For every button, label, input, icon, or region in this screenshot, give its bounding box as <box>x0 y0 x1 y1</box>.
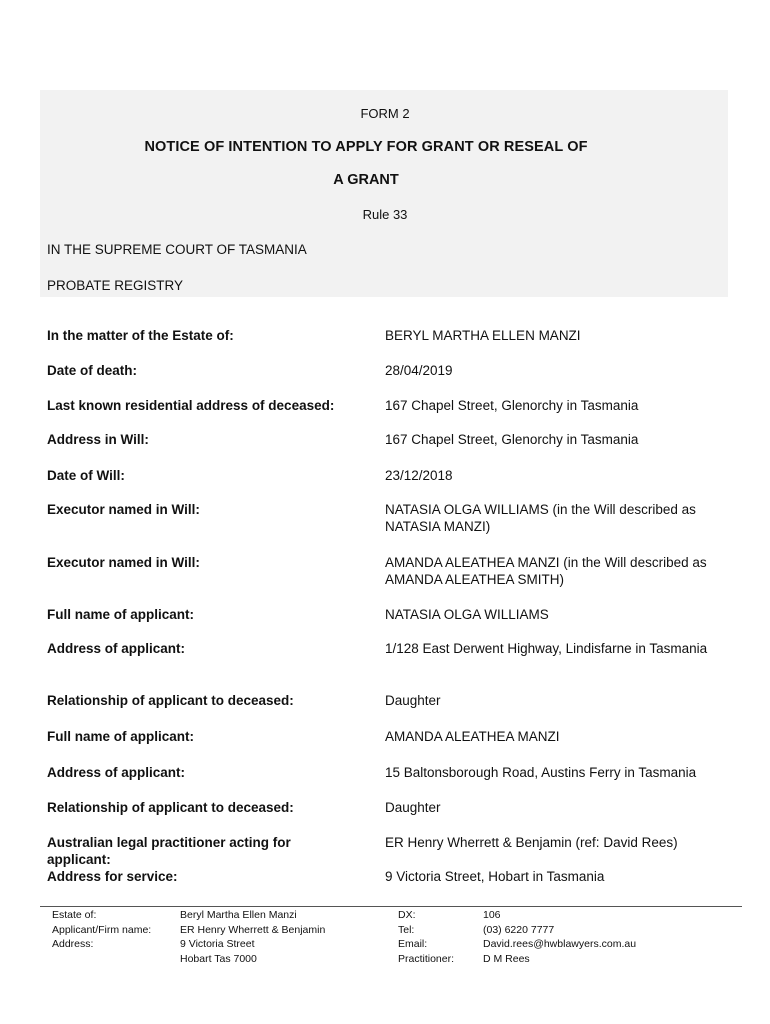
field-value-last-address: 167 Chapel Street, Glenorchy in Tasmania <box>385 398 639 413</box>
registry-name: PROBATE REGISTRY <box>47 278 184 293</box>
footer-email-label: Email: <box>398 938 428 950</box>
footer-dx-value: 106 <box>483 909 501 921</box>
footer-tel-value: (03) 6220 7777 <box>483 923 555 936</box>
field-label-address-for-service: Address for service: <box>47 869 178 884</box>
field-value-date-of-will: 23/12/2018 <box>385 468 453 483</box>
footer-tel-label: Tel: <box>398 923 415 936</box>
footer-email-value[interactable]: David.rees@hwblawyers.com.au <box>483 938 637 950</box>
footer-address-line1: 9 Victoria Street <box>180 938 255 950</box>
footer-applicant-value: ER Henry Wherrett & Benjamin <box>180 923 326 936</box>
footer-address-label: Address: <box>52 938 94 950</box>
court-name: IN THE SUPREME COURT OF TASMANIA <box>47 242 307 257</box>
field-label-applicant-address-2: Address of applicant: <box>47 765 186 780</box>
footer-applicant-label: Applicant/Firm name: <box>52 923 152 936</box>
rule-reference: Rule 33 <box>362 207 408 222</box>
field-value-address-for-service: 9 Victoria Street, Hobart in Tasmania <box>385 869 605 884</box>
form-title-line1: NOTICE OF INTENTION TO APPLY FOR GRANT OR RESEAL OF <box>144 139 588 155</box>
form-number: FORM 2 <box>360 106 410 121</box>
field-value-executor-2: AMANDA ALEATHEA MANZI (in the Will described as AMANDA ALEATHEA SMITH) <box>385 555 707 587</box>
field-label-estate: In the matter of the Estate of: <box>47 328 234 343</box>
field-label-applicant-address-1: Address of applicant: <box>47 641 186 656</box>
footer-practitioner-label: Practitioner: <box>398 952 455 965</box>
footer-divider <box>40 906 742 907</box>
field-label-applicant-name-1: Full name of applicant: <box>47 607 195 622</box>
field-label-last-address: Last known residential address of deceased: <box>47 398 335 413</box>
field-label-legal-practitioner: Australian legal practitioner acting for applicant: <box>47 835 291 867</box>
footer-practitioner-value: D M Rees <box>483 952 530 965</box>
field-label-applicant-name-2: Full name of applicant: <box>47 729 195 744</box>
field-value-applicant-name-1: NATASIA OLGA WILLIAMS <box>385 607 549 622</box>
field-value-applicant-address-1: 1/128 East Derwent Highway, Lindisfarne in Tasmania <box>385 641 708 656</box>
field-value-executor-1: NATASIA OLGA WILLIAMS (in the Will described as NATASIA MANZI) <box>385 502 696 534</box>
footer-labels-left <box>52 908 151 952</box>
form-header-box <box>40 90 728 297</box>
field-value-legal-practitioner: ER Henry Wherrett & Benjamin (ref: David Rees) <box>385 835 678 850</box>
footer-address-line2: Hobart Tas 7000 <box>180 952 257 965</box>
form-title-line2: A GRANT <box>333 172 399 188</box>
field-label-date-of-death: Date of death: <box>47 363 138 378</box>
field-label-executor-2: Executor named in Will: <box>47 555 200 570</box>
field-value-applicant-address-2: 15 Baltonsborough Road, Austins Ferry in Tasmania <box>385 765 697 780</box>
footer-estate-label: Estate of: <box>52 909 97 921</box>
footer-dx-label: DX: <box>398 909 416 921</box>
field-label-executor-1: Executor named in Will: <box>47 502 200 517</box>
footer-estate-value: Beryl Martha Ellen Manzi <box>180 909 297 921</box>
field-label-date-of-will: Date of Will: <box>47 468 125 483</box>
field-value-relationship-1: Daughter <box>385 693 441 708</box>
field-value-date-of-death: 28/04/2019 <box>385 363 453 378</box>
field-label-address-in-will: Address in Will: <box>47 432 149 447</box>
field-label-relationship-2: Relationship of applicant to deceased: <box>47 800 294 815</box>
field-label-relationship-1: Relationship of applicant to deceased: <box>47 693 294 708</box>
footer-values-left <box>180 908 325 966</box>
field-value-address-in-will: 167 Chapel Street, Glenorchy in Tasmania <box>385 432 639 447</box>
field-value-relationship-2: Daughter <box>385 800 441 815</box>
footer-labels-right <box>398 908 454 966</box>
footer-values-right <box>483 908 636 966</box>
field-value-estate: BERYL MARTHA ELLEN MANZI <box>385 328 581 343</box>
field-value-applicant-name-2: AMANDA ALEATHEA MANZI <box>385 729 560 744</box>
